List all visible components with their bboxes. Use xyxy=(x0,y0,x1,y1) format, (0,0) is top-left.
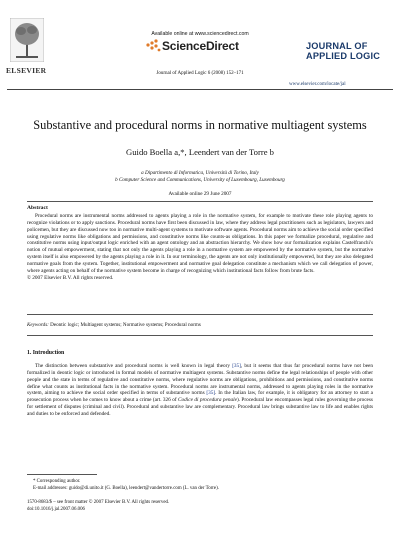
intro-text-3: . In the Italian law, for example, it is obligatory for an attorney to start a prosecution process when he comes to know about a crime (art. 326 of xyxy=(27,390,373,404)
available-online-date: Available online 29 June 2007 xyxy=(168,191,232,197)
citation-link[interactable]: [35] xyxy=(232,363,241,369)
copyright-line: © 2007 Elsevier B.V. All rights reserved. xyxy=(27,274,114,281)
abstract-top-rule xyxy=(27,201,373,202)
journal-citation: Journal of Applied Logic 6 (2008) 152–171 xyxy=(156,71,244,76)
journal-url-link[interactable]: www.elsevier.com/locate/jal xyxy=(289,82,346,87)
doi-link[interactable]: doi:10.1016/j.jal.2007.06.006 xyxy=(27,507,86,512)
journal-title xyxy=(306,41,380,61)
introduction-paragraph xyxy=(27,363,373,418)
keywords xyxy=(27,322,201,328)
abstract-heading: Abstract xyxy=(27,205,48,211)
journal-title-line2: APPLIED LOGIC xyxy=(306,51,381,61)
sciencedirect-brand: ScienceDirect xyxy=(162,39,239,53)
article-title: Substantive and procedural norms in normative multiagent systems xyxy=(33,118,367,132)
abstract-text: Procedural norms are instrumental norms addressed to agents playing a role in the normative system, for example to motivate these role playing agents to recognize violations or to apply sanctions. Procedural norms have first been discussed in law, where they address legal practitioners such as legislators, lawyers and policemen, but they are discussed now too in normative multi-agent systems to motivate software agents. Procedural norms aim to achieve the social order specified using regulative norms like obligations and permissions, and constitutive norms like counts-as obligations. In this paper we formalize procedural, regulative and constitutive norms using input/output logic enriched with an agent ontology and an abstraction hierarchy. We show how our formalization explains Castelfranchi's notion of mutual empowerment, stating that not only the agents playing a role in a normative system are empowered by the normative system, but the normative system itself is also empowered by the agents playing a role in it. In our terminology, the agents are not only institutionally empowered, but they are also delegated normative goals from the system. Together, institutional empowerment and normative goal delegation constitute a mechanism which we call delegation of power, where agents acting on behalf of the normative system become in charge of recognizing which institutional facts follow from brute facts. xyxy=(27,213,373,274)
footnote-emails: E-mail addresses: guido@di.unito.it (G. Boella), leendert@vandertorre.com (L. van der Torre). xyxy=(33,486,219,491)
article-authors: Guido Boella a,*, Leendert van der Torre b xyxy=(126,147,274,157)
section-heading-introduction: 1. Introduction xyxy=(27,350,65,356)
footnote-corresponding: * Corresponding author. xyxy=(33,479,81,484)
intro-italic-text: Codice di procedura penale xyxy=(178,397,237,404)
abstract-body xyxy=(27,213,373,281)
header-divider xyxy=(7,89,393,90)
affiliation-a: a Dipartimento di Informatica, Università di Torino, Italy xyxy=(141,170,259,176)
keywords-label: Keywords: xyxy=(27,322,49,328)
affiliation-b: b Computer Science and Communications, University of Luxembourg, Luxembourg xyxy=(115,177,285,183)
available-online-url[interactable]: Available online at www.sciencedirect.com xyxy=(151,31,249,37)
keywords-text: Deontic logic; Multiagent systems; Normative systems; Procedural norms xyxy=(50,322,201,328)
journal-title-line1: JOURNAL OF xyxy=(306,41,368,51)
footnote-rule xyxy=(27,474,97,475)
keywords-rule xyxy=(27,335,373,336)
elsevier-tree-logo xyxy=(10,18,44,62)
intro-text-2: , but it seems that thus far procedural norms have not been formalized in deontic logic or introduced in formal models of normative multiagent systems. Substantive norms define the legal relationships of people with other people and the state in terms of regulative and constitutive norms, where regulative norms are obligations, prohibitions and permissions, and constitutive norms define what counts as institutional facts in the normative system. Procedural norms are instrumental norms, addressed to agents playing roles in the normative system, aiming to achieve the social order specified in terms of substantive norms xyxy=(27,363,373,397)
citation-link[interactable]: [35] xyxy=(206,390,216,397)
publisher-name: ELSEVIER xyxy=(6,66,47,75)
intro-text-4: ). Procedural law encompasses legal rules governing the process for settlement of disputes (criminal and civil). Procedural and substantive law are complementary. Procedural law brings substantive law to life and enables rights and duties to be enforced and defended. xyxy=(27,397,373,417)
intro-text-1: The distinction between substantive and procedural norms is well known in legal theory xyxy=(35,363,233,369)
issn-line: 1570-8683/$ – see front matter © 2007 Elsevier B.V. All rights reserved. xyxy=(27,500,170,505)
abstract-bottom-rule xyxy=(27,314,373,315)
